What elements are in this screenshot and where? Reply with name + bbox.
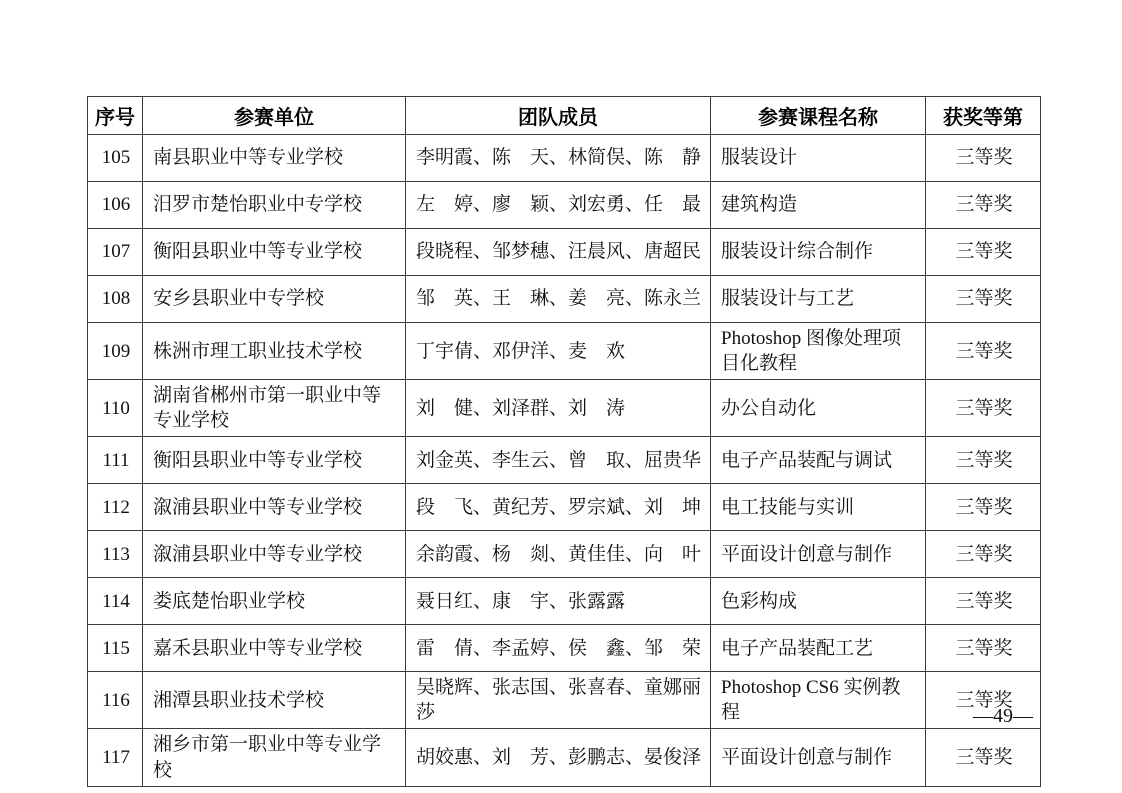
cell-course-name: Photoshop 图像处理项目化教程 [711,323,926,380]
table-row [88,135,1041,182]
cell-course-name: 服装设计与工艺 [711,276,926,323]
cell-course-name: 色彩构成 [711,578,926,625]
cell-course-name: 建筑构造 [711,182,926,229]
cell-school-name: 汨罗市楚怡职业中专学校 [143,182,406,229]
cell-serial-number: 107 [88,229,143,276]
cell-award-level: 三等奖 [926,229,1041,276]
cell-school-name: 安乡县职业中专学校 [143,276,406,323]
cell-school-name: 溆浦县职业中等专业学校 [143,531,406,578]
cell-school-name: 株洲市理工职业技术学校 [143,323,406,380]
table-row [88,531,1041,578]
table-row [88,229,1041,276]
table-row [88,276,1041,323]
cell-award-level: 三等奖 [926,437,1041,484]
cell-course-name: 电工技能与实训 [711,484,926,531]
cell-course-name: 电子产品装配与调试 [711,437,926,484]
cell-team-members: 段晓程、邹梦穗、汪晨风、唐超民 [406,229,711,276]
table-body [88,135,1041,787]
cell-serial-number: 115 [88,625,143,672]
header-row [88,97,1041,135]
header-cell-school: 参赛单位 [143,97,406,135]
cell-school-name: 衡阳县职业中等专业学校 [143,229,406,276]
cell-team-members: 胡姣惠、刘 芳、彭鹏志、晏俊泽 [406,729,711,786]
cell-serial-number: 109 [88,323,143,380]
cell-course-name: 服装设计 [711,135,926,182]
table-row [88,484,1041,531]
cell-team-members: 余韵霞、杨 剡、黄佳佳、向 叶 [406,531,711,578]
cell-team-members: 雷 倩、李孟婷、侯 鑫、邹 荣 [406,625,711,672]
cell-serial-number: 112 [88,484,143,531]
table-row [88,437,1041,484]
cell-course-name: 服装设计综合制作 [711,229,926,276]
table-row [88,729,1041,786]
cell-course-name: 电子产品装配工艺 [711,625,926,672]
cell-serial-number: 110 [88,380,143,437]
cell-school-name: 娄底楚怡职业学校 [143,578,406,625]
cell-course-name: 平面设计创意与制作 [711,531,926,578]
cell-award-level: 三等奖 [926,276,1041,323]
cell-award-level: 三等奖 [926,729,1041,786]
award-table [87,96,1041,787]
cell-school-name: 湘潭县职业技术学校 [143,672,406,729]
cell-award-level: 三等奖 [926,672,1041,729]
cell-award-level: 三等奖 [926,578,1041,625]
cell-school-name: 衡阳县职业中等专业学校 [143,437,406,484]
page-number: —49— [973,705,1033,727]
cell-award-level: 三等奖 [926,484,1041,531]
cell-serial-number: 117 [88,729,143,786]
header-cell-course: 参赛课程名称 [711,97,926,135]
table-row [88,578,1041,625]
cell-team-members: 刘 健、刘泽群、刘 涛 [406,380,711,437]
header-cell-award: 获奖等第 [926,97,1041,135]
cell-team-members: 邹 英、王 琳、姜 亮、陈永兰 [406,276,711,323]
cell-team-members: 丁宇倩、邓伊洋、麦 欢 [406,323,711,380]
cell-team-members: 李明霞、陈 天、林简俣、陈 静 [406,135,711,182]
cell-serial-number: 111 [88,437,143,484]
cell-course-name: 办公自动化 [711,380,926,437]
cell-award-level: 三等奖 [926,625,1041,672]
table-row [88,323,1041,380]
cell-serial-number: 114 [88,578,143,625]
header-cell-serial: 序号 [88,97,143,135]
table-row [88,380,1041,437]
cell-team-members: 段 飞、黄纪芳、罗宗斌、刘 坤 [406,484,711,531]
cell-award-level: 三等奖 [926,182,1041,229]
cell-serial-number: 113 [88,531,143,578]
cell-school-name: 南县职业中等专业学校 [143,135,406,182]
cell-school-name: 溆浦县职业中等专业学校 [143,484,406,531]
cell-team-members: 吴晓辉、张志国、张喜春、童娜丽莎 [406,672,711,729]
header-cell-members: 团队成员 [406,97,711,135]
cell-serial-number: 106 [88,182,143,229]
cell-award-level: 三等奖 [926,323,1041,380]
cell-award-level: 三等奖 [926,531,1041,578]
cell-school-name: 嘉禾县职业中等专业学校 [143,625,406,672]
cell-award-level: 三等奖 [926,135,1041,182]
cell-course-name: 平面设计创意与制作 [711,729,926,786]
cell-school-name: 湖南省郴州市第一职业中等专业学校 [143,380,406,437]
table-row [88,182,1041,229]
cell-team-members: 聂日红、康 宇、张露露 [406,578,711,625]
table-row [88,625,1041,672]
cell-serial-number: 108 [88,276,143,323]
cell-serial-number: 105 [88,135,143,182]
cell-award-level: 三等奖 [926,380,1041,437]
cell-school-name: 湘乡市第一职业中等专业学校 [143,729,406,786]
cell-serial-number: 116 [88,672,143,729]
cell-team-members: 左 婷、廖 颖、刘宏勇、任 最 [406,182,711,229]
cell-course-name: Photoshop CS6 实例教程 [711,672,926,729]
table-row [88,672,1041,729]
cell-team-members: 刘金英、李生云、曾 取、屈贵华 [406,437,711,484]
